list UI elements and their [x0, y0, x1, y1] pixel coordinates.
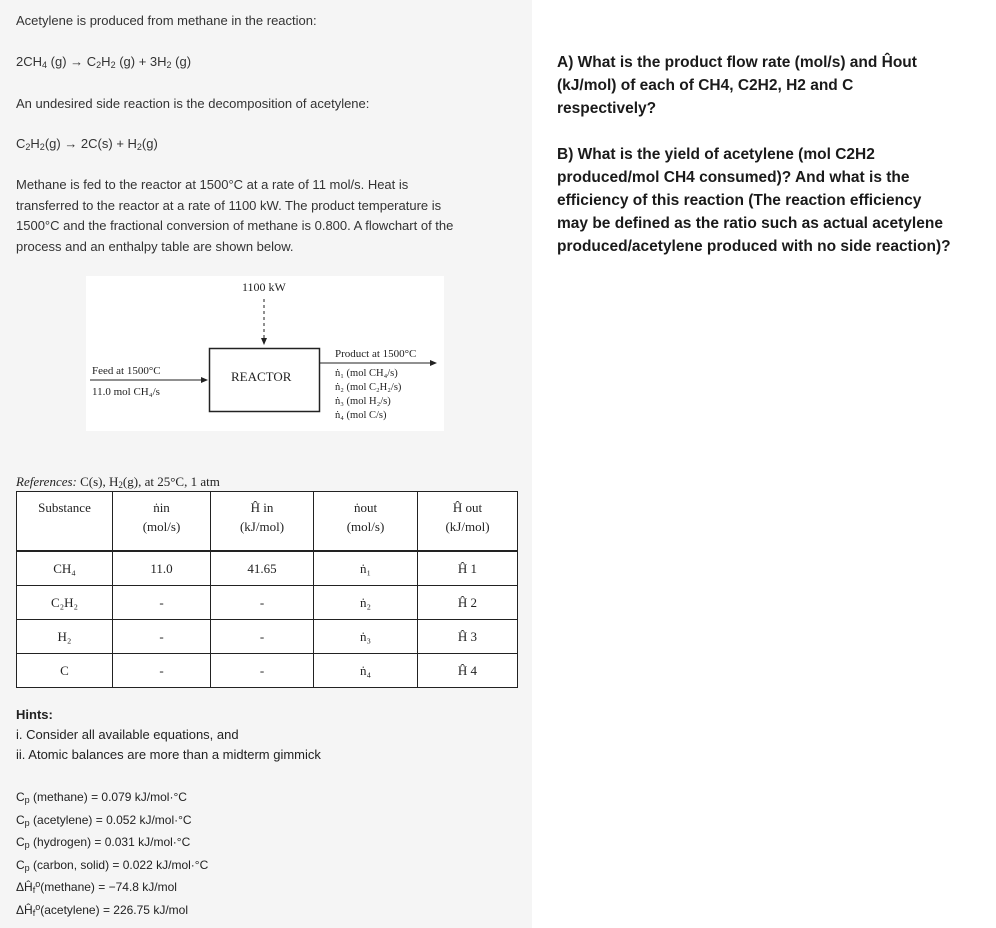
feed-rate-label: 11.0 mol CH₄/s [92, 386, 160, 398]
constant-line: $\Delta Ĥ_f^o(methane) = -74.8$ kJ/mol [16, 879, 177, 895]
hints-title: Hints: [16, 707, 53, 722]
hint-item: ii. Atomic balances are more than a midterm gimmick [16, 747, 321, 762]
flowchart [86, 276, 444, 431]
col-header-n-out: ṅout (mol/s) [314, 492, 418, 552]
reactor-label: REACTOR [231, 369, 292, 384]
table-row: C₂H₂ - - ṅ₂ Ĥ 2 [17, 586, 518, 620]
question-a: A) What is the product flow rate (mol/s) and Ĥout (kJ/mol) of each of CH4, C2H2, H2 and C respectively? [557, 54, 917, 117]
side-reaction-intro: An undesired side reaction is the decomposition of acetylene: [16, 96, 370, 111]
col-header-n-in: ṅin (mol/s) [113, 492, 211, 552]
table-row: C - - ṅ₄ Ĥ 4 [17, 654, 518, 688]
product-stream-2: ṅ₂ (mol C₂H₂/s) [335, 382, 402, 393]
constant-line: $C_p$ (acetylene) = 0.052 kJ/mol·°C [16, 812, 192, 828]
constant-line: $C_p$ (carbon, solid) = 0.022 kJ/mol·°C [16, 857, 209, 873]
col-header-h-in: Ĥ in (kJ/mol) [211, 492, 314, 552]
main-reaction-equation: $2CH_4$ $(g) \to C_2H_2$ $(g) + 3H_2$ (g) [16, 54, 192, 70]
side-reaction-equation: $C_2H_2(g) \to 2C(s) + H_2(g)$ [16, 136, 158, 152]
product-label: Product at 1500°C [335, 348, 417, 360]
constants-block [16, 786, 208, 921]
table-row: CH₄ 11.0 41.65 ṅ₁ Ĥ 1 [17, 551, 518, 586]
hint-item: i. Consider all available equations, and [16, 727, 239, 742]
intro-text: Acetylene is produced from methane in the reaction: [16, 13, 317, 28]
references-caption: References: C(s), $H_2(g)$, at 25°C, 1 atm [16, 474, 220, 490]
body-line: 1500°C and the fractional conversion of methane is 0.800. A flowchart of the [16, 218, 454, 233]
feed-label: Feed at 1500°C [92, 365, 161, 377]
constant-line: $C_p$ (hydrogen) = 0.031 kJ/mol·°C [16, 835, 191, 850]
product-stream-1: ṅ₁ (mol CH₄/s) [335, 368, 398, 379]
col-header-substance: Substance [17, 492, 113, 552]
questions-panel [557, 51, 952, 258]
body-line: process and an enthalpy table are shown below. [16, 238, 294, 254]
body-line: transferred to the reactor at a rate of 1100 kW. The product temperature is [16, 197, 442, 213]
table-row: H₂ - - ṅ₃ Ĥ 3 [17, 620, 518, 654]
product-stream-4: ṅ₄ (mol C/s) [335, 410, 387, 421]
constant-line: $\Delta Ĥ_f^o(acetylene) = 226.75$ kJ/mol [16, 901, 188, 918]
question-b: B) What is the yield of acetylene (mol C2H2 produced/mol CH4 consumed)? And what is the efficiency of this reaction (The reaction efficiency may be defined as the ratio such as actual acetylene produced/acetylene produced with no side reaction)? [557, 146, 951, 255]
col-header-h-out: Ĥ out (kJ/mol) [418, 492, 518, 552]
product-stream-3: ṅ₃ (mol H₂/s) [335, 396, 391, 407]
constant-line: $C_p$ (methane) = 0.079 kJ/mol·°C [16, 790, 187, 805]
heat-label: 1100 kW [242, 280, 286, 294]
hints-block [16, 705, 321, 765]
body-line: Methane is fed to the reactor at 1500°C at a rate of 11 mol/s. Heat is [16, 177, 409, 192]
enthalpy-table [16, 491, 518, 688]
